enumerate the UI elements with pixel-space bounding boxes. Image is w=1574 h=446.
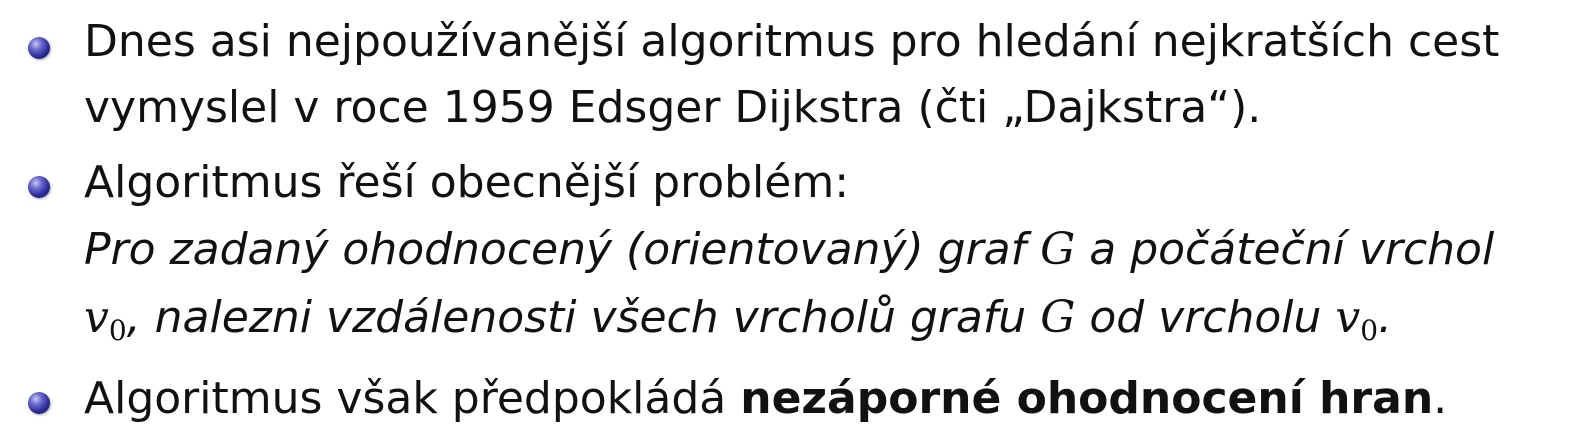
- ball-bullet-icon: [28, 176, 50, 198]
- problem-text-part3: , nalezni vzdálenosti všech vrcholů grafu: [126, 292, 1041, 343]
- math-symbol-G: G: [1040, 224, 1076, 275]
- problem-text-end: .: [1378, 292, 1393, 343]
- math-symbol-v0: $v_0$: [84, 292, 127, 347]
- bullet-2-intro: Algoritmus řeší obecnější problém:: [84, 157, 850, 208]
- bullet-3-emphasis: nezáporné ohodnocení hran: [740, 373, 1434, 424]
- ball-bullet-icon: [28, 37, 50, 59]
- problem-statement-line-1: [84, 223, 1494, 277]
- bullet-1-line-1: Dnes asi nejpoužívanější algoritmus pro hledání nejkratších cest: [84, 16, 1500, 67]
- math-symbol-G: G: [1040, 292, 1076, 343]
- bullet-3-text-after: .: [1433, 373, 1448, 424]
- ball-bullet-icon: [28, 392, 50, 414]
- problem-statement-line-2: [84, 291, 1392, 358]
- problem-text-part2: a počáteční vrchol: [1075, 224, 1495, 275]
- bullet-1-line-2: vymyslel v roce 1959 Edsger Dijkstra (čti „Dajkstra“).: [84, 82, 1262, 133]
- bullet-3-line: [84, 372, 1447, 426]
- bullet-3-text-before: Algoritmus však předpokládá: [84, 373, 741, 424]
- math-symbol-v0: $v_0$: [1335, 292, 1379, 347]
- problem-text-part4: od vrcholu: [1075, 292, 1336, 343]
- problem-text-part1: Pro zadaný ohodnocený (orientovaný) graf: [84, 224, 1041, 275]
